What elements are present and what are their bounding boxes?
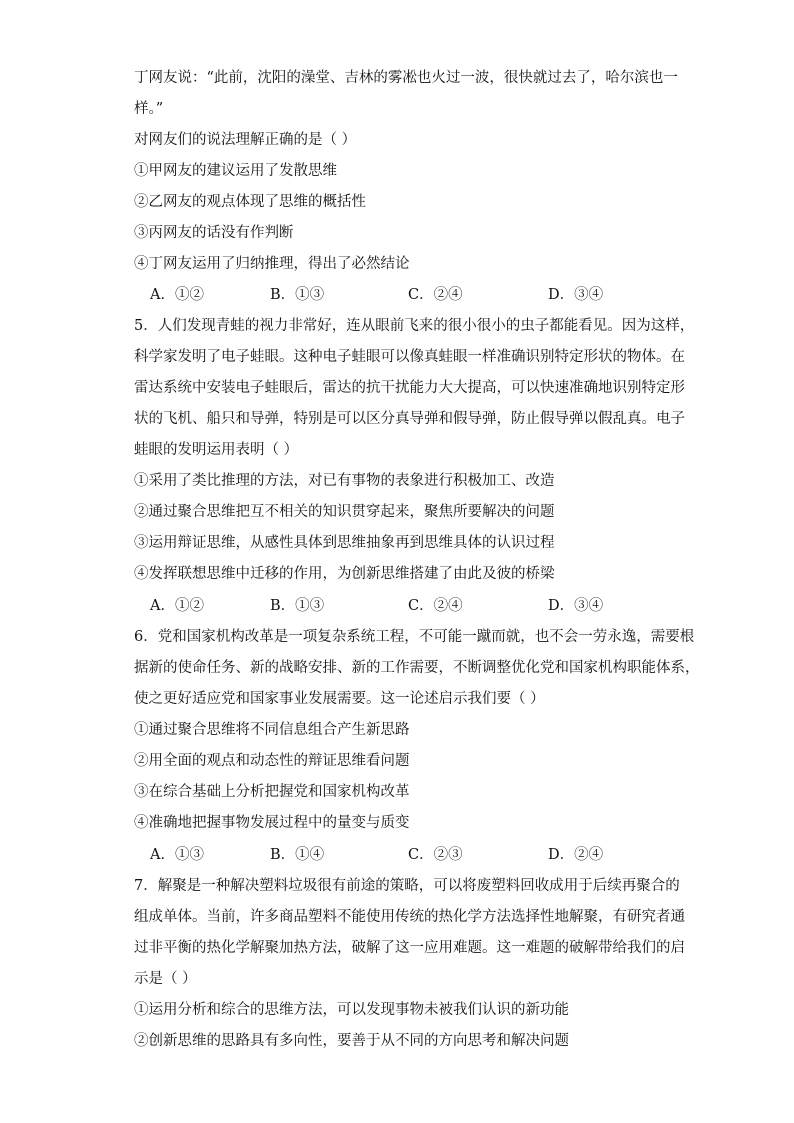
option-b[interactable]: B．①④ (270, 847, 325, 863)
option-a[interactable]: A．①③ (150, 847, 204, 863)
option-a[interactable]: A．①② (150, 287, 204, 303)
statement-4: ④丁网友运用了归纳推理，得出了必然结论 (134, 256, 410, 272)
question-5-line: 状的飞机、船只和导弹，特别是可以区分真导弹和假导弹，防止假导弹以假乱真。电子 (134, 411, 685, 427)
question-5-line: 雷达系统中安装电子蛙眼后，雷达的抗干扰能力大大提高，可以快速准确地识别特定形 (134, 380, 685, 396)
question-5-line: 蛙眼的发明运用表明（ ） (134, 442, 299, 458)
statement-1: ①甲网友的建议运用了发散思维 (134, 163, 337, 179)
question-6-line: 使之更好适应党和国家事业发展需要。这一论述启示我们要（ ） (134, 691, 545, 707)
statement-3: ③在综合基础上分析把握党和国家机构改革 (134, 784, 410, 800)
question-7-line: 过非平衡的热化学解聚加热方法，破解了这一应用难题。这一难题的破解带给我们的启 (134, 940, 685, 956)
answer-options (150, 596, 670, 616)
statement-4: ④准确地把握事物发展过程中的量变与质变 (134, 815, 410, 831)
statement-1: ①采用了类比推理的方法，对已有事物的表象进行积极加工、改造 (134, 473, 555, 489)
statement-3: ③运用辩证思维，从感性具体到思维抽象再到思维具体的认识过程 (134, 535, 555, 551)
answer-options (150, 845, 670, 865)
paragraph-line: 丁网友说：“此前，沈阳的澡堂、吉林的雾凇也火过一波，很快就过去了，哈尔滨也一 (134, 70, 678, 86)
question-7-line: 示是（ ） (134, 971, 197, 987)
statement-3: ③丙网友的话没有作判断 (134, 225, 294, 241)
question-5-line: 5．人们发现青蛙的视力非常好，连从眼前飞来的很小很小的虫子都能看见。因为这样， (134, 318, 695, 334)
question-7-line: 组成单体。当前，许多商品塑料不能使用传统的热化学方法选择性地解聚，有研究者通 (134, 909, 685, 925)
question-5-line: 科学家发明了电子蛙眼。这种电子蛙眼可以像真蛙眼一样准确识别特定形状的物体。在 (134, 349, 685, 365)
statement-2: ②用全面的观点和动态性的辩证思维看问题 (134, 753, 410, 769)
question-6-line: 据新的使命任务、新的战略安排、新的工作需要，不断调整优化党和国家机构职能体系， (134, 660, 700, 676)
option-d[interactable]: D．③④ (548, 598, 604, 614)
question-stem: 对网友们的说法理解正确的是（ ） (134, 132, 357, 148)
option-c[interactable]: C．②③ (408, 847, 463, 863)
option-c[interactable]: C．②④ (408, 287, 463, 303)
option-d[interactable]: D．③④ (548, 287, 604, 303)
statement-2: ②乙网友的观点体现了思维的概括性 (134, 194, 366, 210)
answer-options (150, 285, 670, 305)
option-c[interactable]: C．②④ (408, 598, 463, 614)
question-6-line: 6．党和国家机构改革是一项复杂系统工程，不可能一蹴而就，也不会一劳永逸，需要根 (134, 629, 695, 645)
option-d[interactable]: D．②④ (548, 847, 604, 863)
statement-1: ①通过聚合思维将不同信息组合产生新思路 (134, 722, 410, 738)
paragraph-line: 样。” (134, 101, 164, 117)
question-7-line: 7．解聚是一种解决塑料垃圾很有前途的策略，可以将废塑料回收成用于后续再聚合的 (134, 878, 680, 894)
option-b[interactable]: B．①③ (270, 598, 325, 614)
statement-1: ①运用分析和综合的思维方法，可以发现事物未被我们认识的新功能 (134, 1002, 569, 1018)
statement-4: ④发挥联想思维中迁移的作用，为创新思维搭建了由此及彼的桥梁 (134, 566, 555, 582)
option-b[interactable]: B．①③ (270, 287, 325, 303)
statement-2: ②创新思维的思路具有多向性，要善于从不同的方向思考和解决问题 (134, 1033, 569, 1049)
statement-2: ②通过聚合思维把互不相关的知识贯穿起来，聚焦所要解决的问题 (134, 504, 555, 520)
option-a[interactable]: A．①② (150, 598, 204, 614)
